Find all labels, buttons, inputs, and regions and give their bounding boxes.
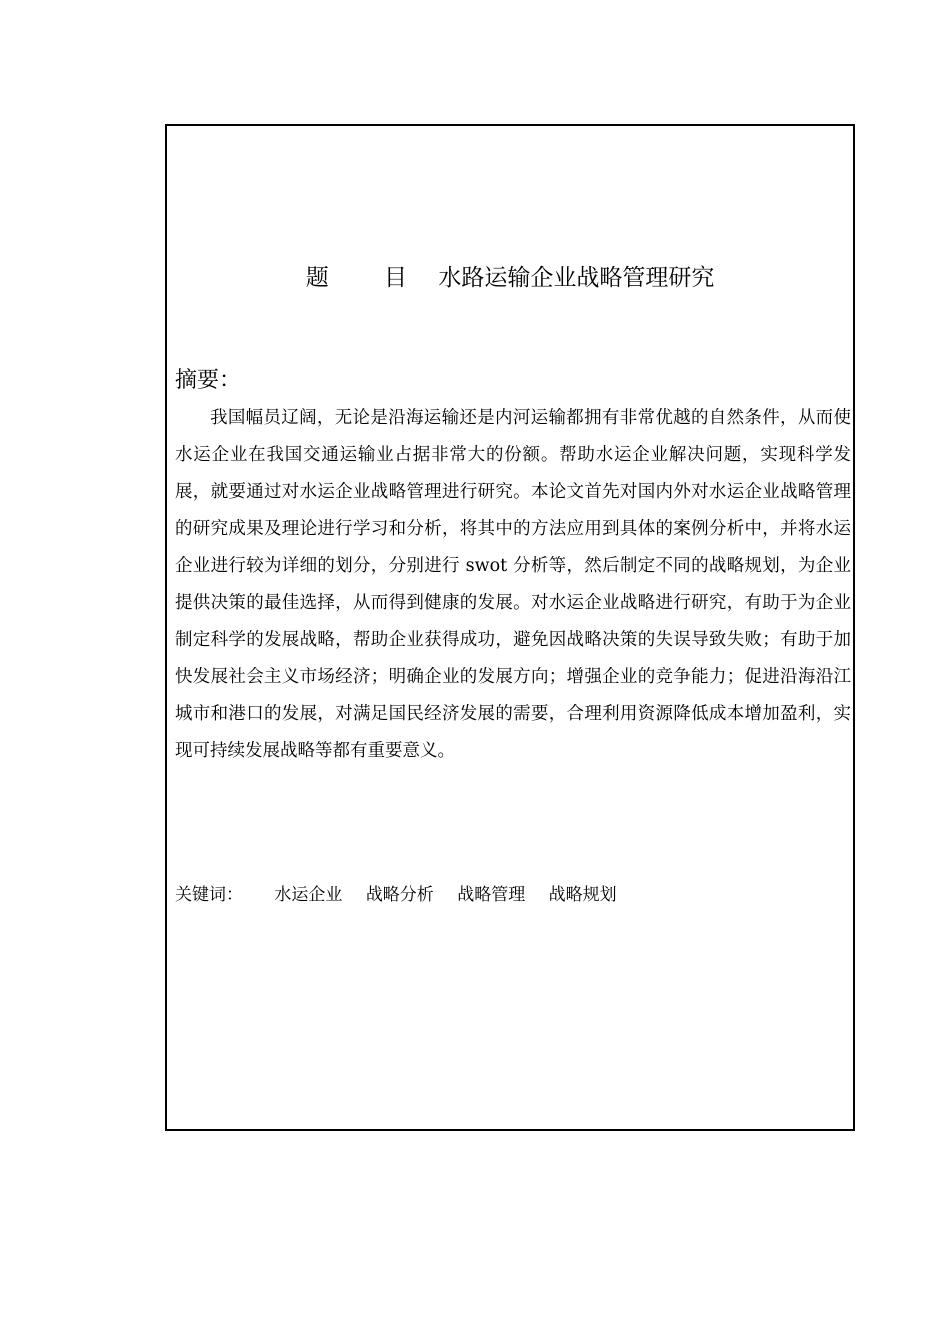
keyword-item: 水运企业 [274,885,343,905]
abstract-heading: 摘要： [175,368,242,393]
title-label: 题 目 [305,265,431,291]
keywords-label: 关键词： [175,885,243,905]
keywords-row [175,882,635,908]
abstract-body: 我国幅员辽阔，无论是沿海运输还是内河运输都拥有非常优越的自然条件，从而使水运企业在我国交通运输业占据非常大的份额。帮助水运企业解决问题，实现科学发展，就要通过对水运企业战略管理进行研究。本论文首先对国内外对水运企业战略管理的研究成果及理论进行学习和分析，将其中的方法应用到具体的案例分析中，并将水运企业进行较为详细的划分，分别进行 swot 分析等，然后制定不同的战略规划，为企业提供决策的最佳选择，从而得到健康的发展。对水运企业战略进行研究，有助于为企业制定科学的发展战略，帮助企业获得成功，避免因战略决策的失误导致失败；有助于加快发展社会主义市场经济；明确企业的发展方向；增强企业的竞争能力；促进沿海沿江城市和港口的发展，对满足国民经济发展的需要，合理利用资源降低成本增加盈利，实现可持续发展战略等都有重要意义。 [175,408,851,761]
abstract-form-frame [165,124,855,1131]
keyword-item: 战略规划 [548,885,617,905]
paper-title: 水路运输企业战略管理研究 [438,265,715,291]
keyword-item: 战略管理 [457,885,526,905]
keyword-item: 战略分析 [365,885,434,905]
title-row [167,262,853,294]
